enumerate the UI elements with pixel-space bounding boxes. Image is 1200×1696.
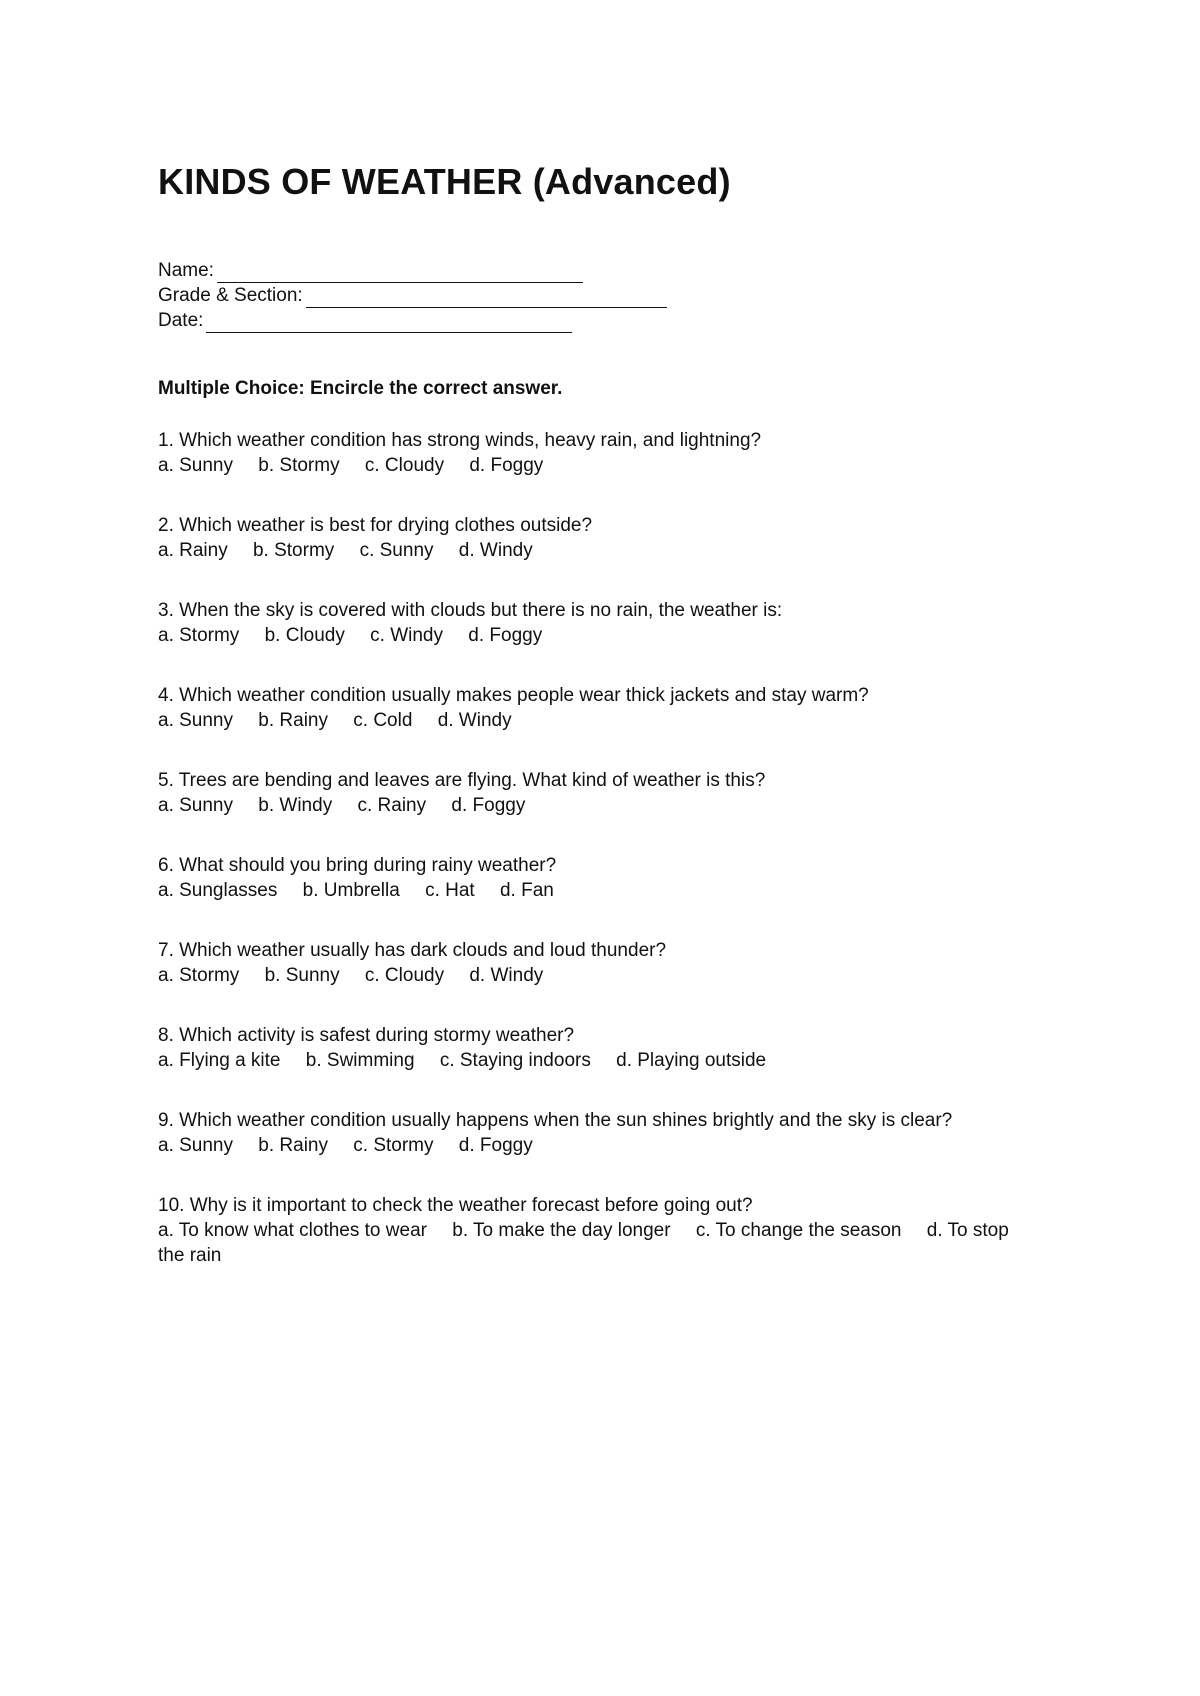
question-text: 8. Which activity is safest during stormy weather? — [158, 1025, 575, 1046]
question-6 — [158, 853, 1038, 938]
option-b: b. Stormy — [252, 540, 335, 561]
option-c: c. Cloudy — [364, 455, 445, 476]
option-a: a. Stormy — [158, 625, 240, 646]
option-b: b. Swimming — [305, 1050, 415, 1071]
worksheet-title: KINDS OF WEATHER (Advanced) — [158, 161, 731, 202]
option-c: c. Sunny — [359, 540, 434, 561]
question-text: 5. Trees are bending and leaves are flying. What kind of weather is this? — [158, 770, 766, 791]
option-c: c. To change the season — [695, 1220, 902, 1241]
option-c: c. Windy — [370, 625, 444, 646]
option-d: d. Windy — [458, 540, 533, 561]
date-label: Date: — [158, 310, 204, 331]
option-c: c. Stormy — [353, 1135, 434, 1156]
answer-options — [158, 538, 1038, 563]
answer-options — [158, 1048, 1038, 1073]
option-b: b. Cloudy — [264, 625, 345, 646]
option-a: a. Rainy — [158, 540, 228, 561]
option-b: b. Rainy — [258, 1135, 328, 1156]
option-a: a. Sunglasses — [158, 880, 278, 901]
option-a: a. Stormy — [158, 965, 240, 986]
option-a: a. To know what clothes to wear — [158, 1220, 427, 1241]
option-d: d. Foggy — [469, 455, 544, 476]
answer-options — [158, 1133, 1038, 1158]
option-b: b. To make the day longer — [452, 1220, 671, 1241]
question-10 — [158, 1193, 1038, 1278]
option-d: d. Playing outside — [616, 1050, 767, 1071]
option-b: b. Sunny — [264, 965, 340, 986]
option-a: a. Sunny — [158, 1135, 233, 1156]
question-text: 3. When the sky is covered with clouds but there is no rain, the weather is: — [158, 600, 783, 621]
option-a: a. Sunny — [158, 795, 233, 816]
question-text: 2. Which weather is best for drying clothes outside? — [158, 515, 593, 536]
question-2 — [158, 513, 1038, 598]
instructions: Multiple Choice: Encircle the correct answer. — [158, 378, 563, 399]
option-c: c. Hat — [425, 880, 475, 901]
name-blank — [217, 263, 583, 283]
answer-options — [158, 453, 1038, 478]
option-c: c. Rainy — [357, 795, 427, 816]
question-text: 4. Which weather condition usually makes people wear thick jackets and stay warm? — [158, 685, 869, 706]
question-list — [158, 428, 1038, 1278]
grade-section-line — [158, 283, 667, 308]
option-a: a. Flying a kite — [158, 1050, 281, 1071]
question-1 — [158, 428, 1038, 513]
option-d: d. Fan — [499, 880, 554, 901]
option-c: c. Staying indoors — [439, 1050, 591, 1071]
option-b: b. Rainy — [258, 710, 328, 731]
question-4 — [158, 683, 1038, 768]
option-d: d. Windy — [437, 710, 512, 731]
option-b: b. Windy — [258, 795, 333, 816]
option-d: d. Windy — [469, 965, 544, 986]
question-text: 10. Why is it important to check the weather forecast before going out? — [158, 1195, 753, 1216]
answer-options — [158, 1218, 1028, 1268]
question-text: 1. Which weather condition has strong winds, heavy rain, and lightning? — [158, 430, 762, 451]
date-line — [158, 308, 667, 333]
date-blank — [206, 313, 572, 333]
answer-options — [158, 623, 1038, 648]
name-label: Name: — [158, 260, 214, 281]
answer-options — [158, 963, 1038, 988]
question-9 — [158, 1108, 1038, 1193]
answer-options — [158, 878, 1038, 903]
option-a: a. Sunny — [158, 710, 233, 731]
option-c: c. Cloudy — [364, 965, 445, 986]
question-8 — [158, 1023, 1038, 1108]
question-7 — [158, 938, 1038, 1023]
option-b: b. Stormy — [258, 455, 340, 476]
question-text: 6. What should you bring during rainy weather? — [158, 855, 557, 876]
option-a: a. Sunny — [158, 455, 233, 476]
option-d: d. Foggy — [451, 795, 526, 816]
answer-options — [158, 793, 1038, 818]
option-c: c. Cold — [353, 710, 413, 731]
option-d: d. To stop the rain — [158, 1220, 1009, 1266]
question-text: 7. Which weather usually has dark clouds and loud thunder? — [158, 940, 667, 961]
option-d: d. Foggy — [468, 625, 543, 646]
grade-section-label: Grade & Section: — [158, 285, 303, 306]
option-d: d. Foggy — [458, 1135, 533, 1156]
answer-options — [158, 708, 1038, 733]
student-info-block — [158, 258, 667, 333]
option-b: b. Umbrella — [302, 880, 400, 901]
grade-section-blank — [306, 288, 667, 308]
name-line — [158, 258, 667, 283]
question-3 — [158, 598, 1038, 683]
question-text: 9. Which weather condition usually happens when the sun shines brightly and the sky is clear? — [158, 1110, 953, 1131]
question-5 — [158, 768, 1038, 853]
